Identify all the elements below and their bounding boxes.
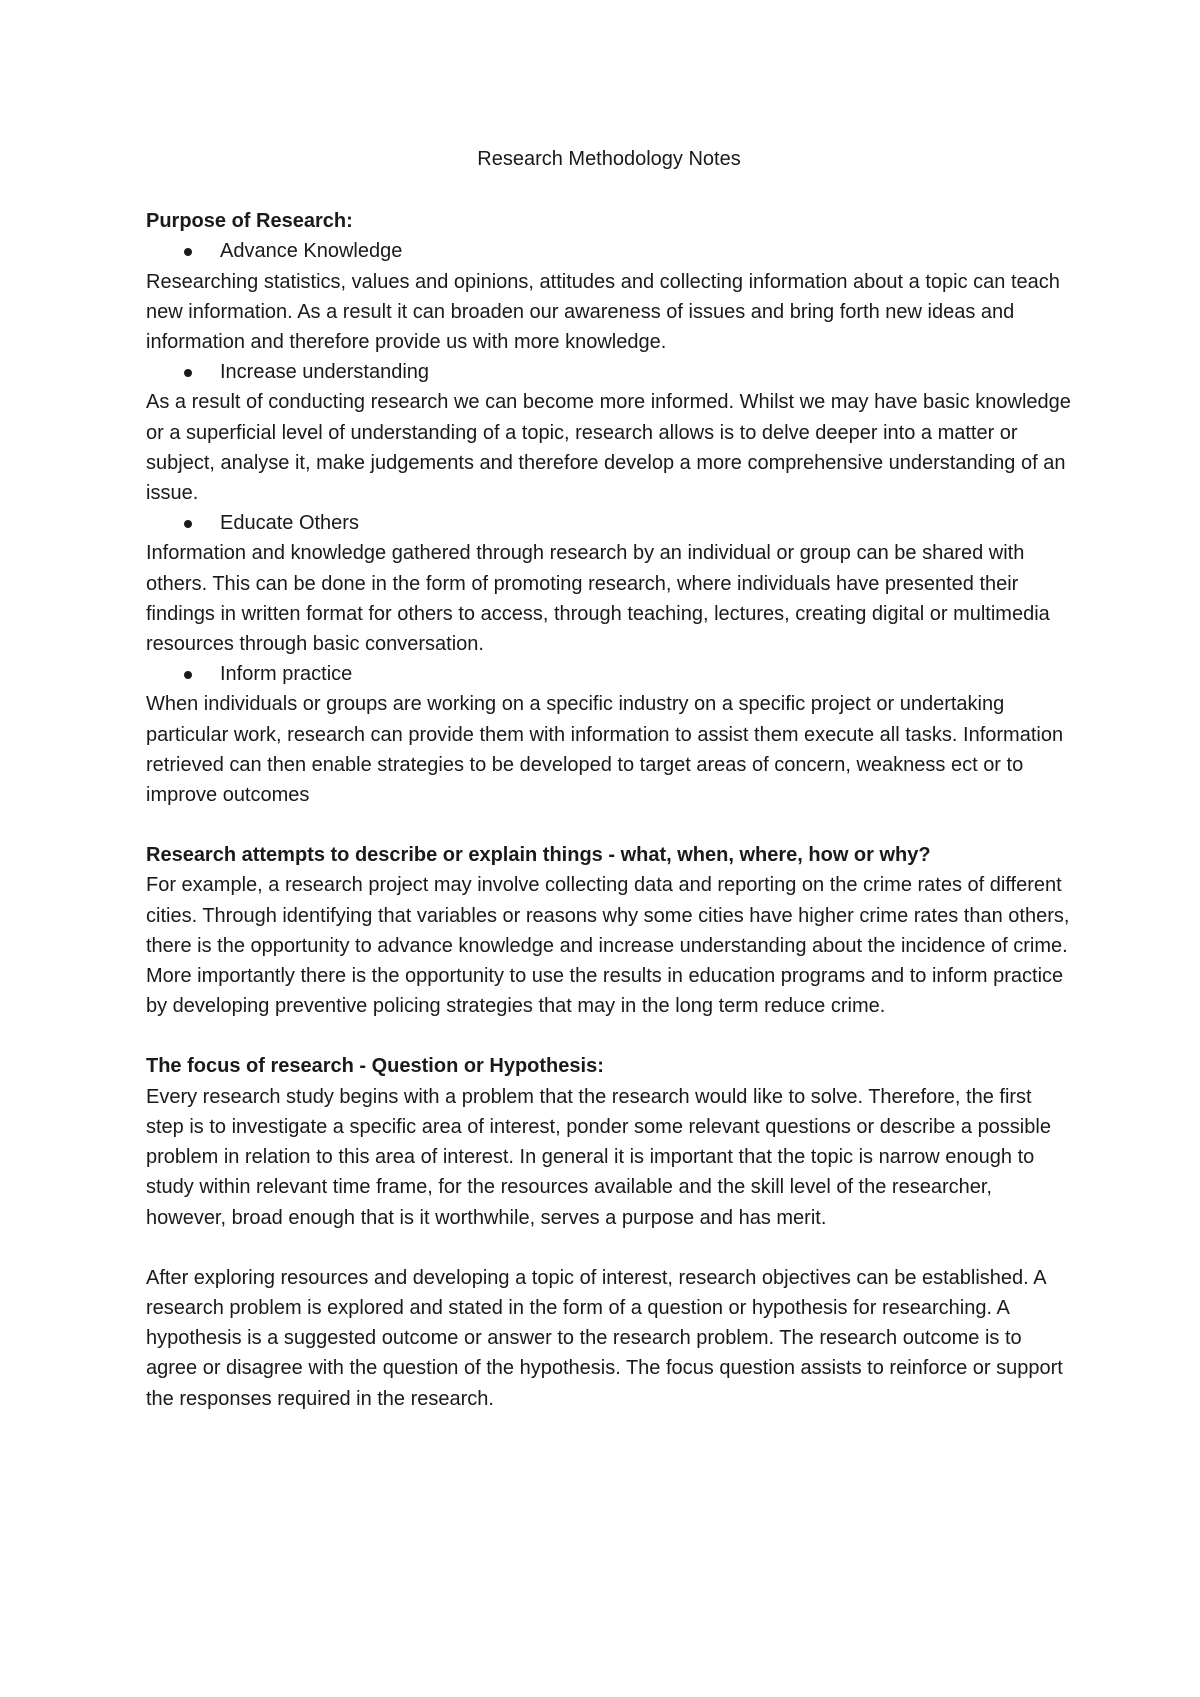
bullet-inform-practice	[146, 659, 1072, 689]
bullet-advance-knowledge	[146, 236, 1072, 266]
increase-understanding-paragraph: As a result of conducting research we can become more informed. Whilst we may have basic knowledge or a superficial level of understanding of a topic, research allows is to delve deeper into a matter or subject, analyse it, make judgements and therefore develop a more comprehensive understanding of an issue.	[146, 391, 1071, 505]
focus-paragraph-2: After exploring resources and developing a topic of interest, research objectives can be established. A research problem is explored and stated in the form of a question or hypothesis for researching. A hypothesis is a suggested outcome or answer to the research problem. The research outcome is to agree or disagree with the question of the hypothesis. The focus question assists to reinforce or support the responses required in the research.	[146, 1266, 1063, 1410]
section-spacer	[146, 1233, 1072, 1263]
bullet-label: Inform practice	[220, 663, 353, 686]
bullet-educate-others	[146, 508, 1072, 538]
describe-heading: Research attempts to describe or explain things - what, when, where, how or why?	[146, 844, 931, 867]
focus-heading: The focus of research - Question or Hypothesis:	[146, 1055, 604, 1078]
bullet-label: Advance Knowledge	[220, 240, 403, 263]
document-body	[146, 144, 1072, 1414]
bullet-increase-understanding	[146, 357, 1072, 387]
bullet-dot-icon	[184, 369, 192, 377]
educate-others-paragraph: Information and knowledge gathered through research by an individual or group can be shared with others. This can be done in the form of promoting research, where individuals have presented their findings in written format for others to access, through teaching, lectures, creating digital or multimedia resources through basic conversation.	[146, 542, 1050, 656]
bullet-dot-icon	[184, 671, 192, 679]
document-title: Research Methodology Notes	[477, 148, 741, 170]
inform-practice-paragraph: When individuals or groups are working on a specific industry on a specific project or undertaking particular work, research can provide them with information to assist them execute all tasks. Information retrieved can then enable strategies to be developed to target areas of concern, weakness ect or to improve outcomes	[146, 693, 1064, 807]
bullet-label: Increase understanding	[220, 361, 430, 384]
section-spacer	[146, 810, 1072, 840]
focus-paragraph: Every research study begins with a problem that the research would like to solve. Therefore, the first step is to investigate a specific area of interest, ponder some relevant questions or describe a possible problem in relation to this area of interest. In general it is important that the topic is narrow enough to study within relevant time frame, for the resources available and the skill level of the researcher, however, broad enough that is it worthwhile, serves a purpose and has merit.	[146, 1085, 1051, 1229]
describe-paragraph: For example, a research project may involve collecting data and reporting on the crime rates of different cities. Through identifying that variables or reasons why some cities have higher crime rates than others, there is the opportunity to advance knowledge and increase understanding about the incidence of crime. More importantly there is the opportunity to use the results in education programs and to inform practice by developing preventive policing strategies that may in the long term reduce crime.	[146, 874, 1070, 1018]
bullet-label: Educate Others	[220, 512, 359, 535]
advance-knowledge-paragraph: Researching statistics, values and opinions, attitudes and collecting information about a topic can teach new information. As a result it can broaden our awareness of issues and bring forth new ideas and information and therefore provide us with more knowledge.	[146, 270, 1060, 354]
purpose-heading: Purpose of Research:	[146, 210, 353, 233]
bullet-dot-icon	[184, 248, 192, 256]
section-spacer	[146, 1021, 1072, 1051]
bullet-dot-icon	[184, 520, 192, 528]
